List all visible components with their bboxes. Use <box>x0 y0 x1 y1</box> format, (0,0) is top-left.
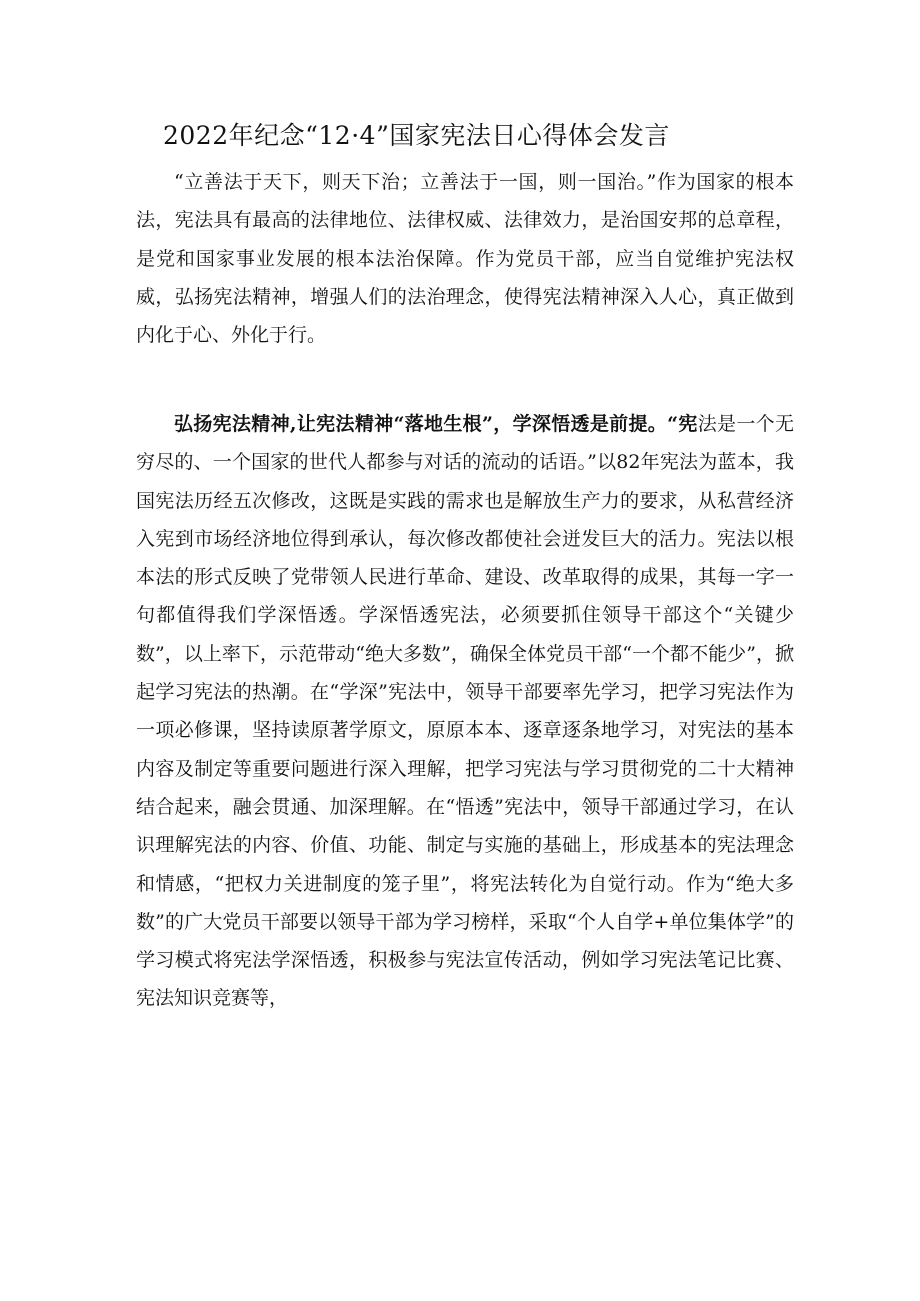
document-title: 2022年纪念“12·4”国家宪法日心得体会发言 <box>163 121 670 150</box>
paragraph-intro: “立善法于天下，则天下治；立善法于一国，则一国治。”作为国家的根本法，宪法具有最高的法律地位、法律权威、法律效力，是治国安邦的总章程，是党和国家事业发展的根本法治保障。作为党员干部，应当自觉维护宪法权威，弘扬宪法精神，增强人们的法治理念，使得宪法精神深入人心，真正做到内化于心、外化于行。 <box>136 171 794 347</box>
paragraph-study-lead: 弘扬宪法精神,让宪法精神“落地生根”，学深悟透是前提。“宪 <box>174 413 698 435</box>
paragraph-study-body: 法是一个无穷尽的、一个国家的世代人都参与对话的流动的话语。”以82年宪法为蓝本，我国宪法历经五次修改，这既是实践的需求也是解放生产力的要求，从私营经济入宪到市场经济地位得到承认，每次修改都使社会迸发巨大的活力。宪法以根本法的形式反映了党带领人民进行革命、建设、改革取得的成果，其每一字一句都值得我们学深悟透。学深悟透宪法，必须要抓住领导干部这个“关键少数”，以上率下，示范带动“绝大多数”，确保全体党员干部“一个都不能少”，掀起学习宪法的热潮。在“学深”宪法中，领导干部要率先学习，把学习宪法作为一项必修课，坚持读原著学原文，原原本本、逐章逐条地学习，对宪法的基本内容及制定等重要问题进行深入理解，把学习宪法与学习贯彻党的二十大精神结合起来，融会贯通、加深理解。在“悟透”宪法中，领导干部通过学习，在认识理解宪法的内容、价值、功能、制定与实施的基础上，形成基本的宪法理念和情感，“把权力关进制度的笼子里”，将宪法转化为自觉行动。作为“绝大多数”的广大党员干部要以领导干部为学习榜样，采取“个人自学+单位集体学”的学习模式将宪法学深悟透，积极参与宪法宣传活动，例如学习宪法笔记比赛、宪法知识竞赛等， <box>136 413 794 1010</box>
paragraph-study <box>136 405 794 1018</box>
